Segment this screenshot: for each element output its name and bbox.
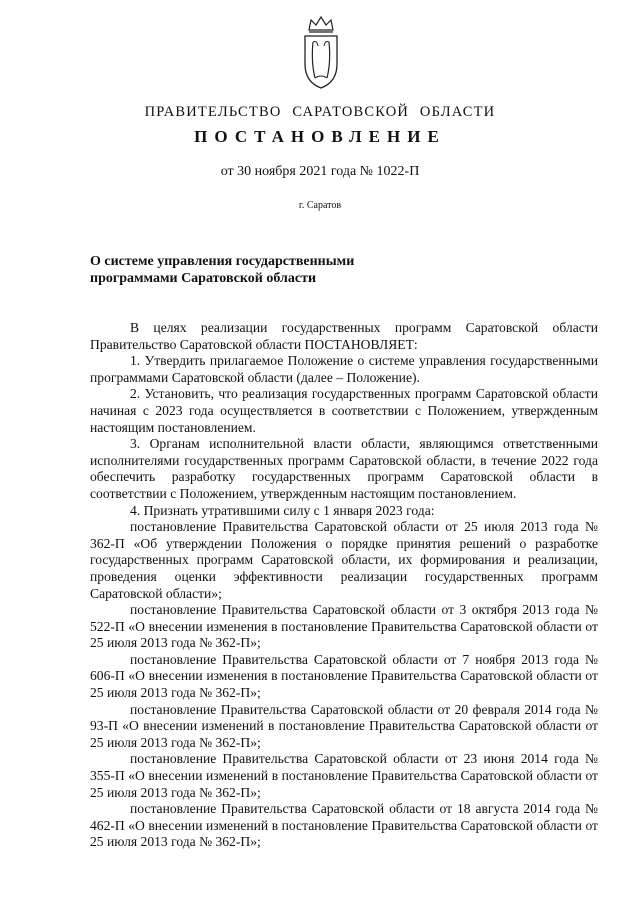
document-body <box>90 320 598 851</box>
paragraph: 3. Органам исполнительной власти области, являющимся ответственными исполнителями государственных программ Саратовской области, в течение 2022 года обеспечить разработку государственных программ Саратовской области в соответствии с Положением, утвержденным настоящим постановлением. <box>90 436 598 501</box>
document-city: г. Саратов <box>298 200 342 211</box>
document-date-number: от 30 ноября 2021 года № 1022-П <box>220 164 420 179</box>
paragraph: В целях реализации государственных программ Саратовской области Правительство Саратовской области ПОСТАНОВЛЯЕТ: <box>90 320 598 352</box>
paragraph: 4. Признать утратившими силу с 1 января 2023 года: <box>130 502 435 518</box>
paragraph: 1. Утвердить прилагаемое Положение о системе управления государственными программами Саратовской области (далее – Положение). <box>90 353 598 385</box>
paragraph: постановление Правительства Саратовской области от 20 февраля 2014 года № 93-П «О внесении изменений в постановление Правительства Саратовской области от 25 июля 2013 года № 362-П»; <box>90 701 598 750</box>
paragraph: постановление Правительства Саратовской области от 7 ноября 2013 года № 606-П «О внесении изменения в постановление Правительства Саратовской области от 25 июля 2013 года № 362-П»; <box>90 651 598 701</box>
paragraph: постановление Правительства Саратовской области от 18 августа 2014 года № 462-П «О внесении изменений в постановление Правительства Саратовской области от 25 июля 2013 года № 362-П»; <box>90 801 598 850</box>
paragraph: 2. Установить, что реализация государственных программ Саратовской области начиная с 2023 года осуществляется в соответствии с Положением, утвержденным настоящим постановлением. <box>90 386 598 435</box>
subject-line: О системе управления государственными <box>90 254 355 269</box>
paragraph: постановление Правительства Саратовской области от 23 июня 2014 года № 355-П «О внесении изменений в постановление Правительства Саратовской области от 25 июля 2013 года № 362-П»; <box>90 751 598 800</box>
paragraph: постановление Правительства Саратовской области от 3 октября 2013 года № 522-П «О внесении изменения в постановление Правительства Саратовской области от 25 июля 2013 года № 362-П»; <box>90 602 598 651</box>
paragraph: постановление Правительства Саратовской области от 25 июля 2013 года № 362-П «Об утверждении Положения о порядке принятия решений о разработке государственных программ Саратовской области, их формирования и реализации, проведения оценки эффективности реализации государственных программ Саратовской области»; <box>90 519 598 601</box>
document-subject <box>90 253 420 287</box>
document-type: ПОСТАНОВЛЕНИЕ <box>194 127 446 146</box>
government-title: ПРАВИТЕЛЬСТВО САРАТОВСКОЙ ОБЛАСТИ <box>144 104 496 120</box>
subject-line: программами Саратовской области <box>90 271 317 286</box>
saratov-coat-of-arms-icon <box>301 14 341 90</box>
